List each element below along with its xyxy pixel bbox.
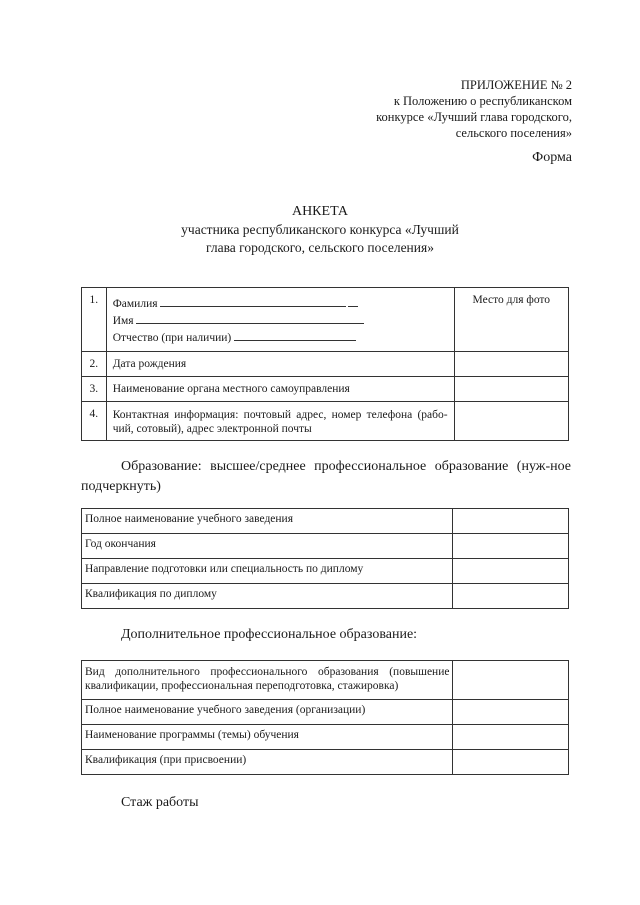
annex-header [376, 77, 572, 141]
title-sub-1: участника республиканского конкурса «Лучший [181, 222, 459, 237]
participant-info-table [81, 287, 569, 441]
education-heading: Образование: высшее/среднее профессиональное образование (нуж-ное подчеркнуть) [81, 459, 571, 494]
row-label: Год окончания [82, 534, 453, 559]
table-row [82, 661, 569, 700]
table-row [82, 559, 569, 584]
table-row [82, 750, 569, 775]
name-label: Имя [112, 315, 134, 327]
row-label: Квалификация по диплому [82, 584, 453, 609]
annex-line-4: сельского поселения» [455, 126, 572, 140]
form-label: Форма [532, 150, 572, 165]
annex-line-1: ПРИЛОЖЕНИЕ № 2 [460, 78, 572, 92]
row-label: Направление подготовки или специальность по диплому [82, 559, 453, 584]
table-row [82, 725, 569, 750]
table-row [82, 700, 569, 725]
organization-value[interactable] [453, 700, 569, 725]
row-label: Полное наименование учебного заведения (организации) [82, 700, 453, 725]
name-fields-cell [106, 288, 454, 352]
row-label: Вид дополнительного профессионального образования (повышение квалификации, профессиональная переподготовка, стажировка) [82, 661, 453, 700]
title-sub-2: глава городского, сельского поселения» [206, 240, 434, 255]
photo-placeholder[interactable]: Место для фото [454, 288, 568, 352]
title-main: АНКЕТА [291, 204, 349, 219]
row-label: Квалификация (при присвоении) [82, 750, 453, 775]
row-label: Полное наименование учебного заведения [82, 509, 453, 534]
table-row [82, 288, 569, 352]
row-label: Дата рождения [106, 352, 454, 377]
education-table [81, 508, 569, 609]
row-label: Наименование органа местного самоуправления [106, 377, 454, 402]
annex-line-2: к Положению о республиканском [393, 94, 572, 108]
patronymic-underline [234, 328, 356, 341]
row-number: 3. [82, 377, 107, 402]
annex-line-3: конкурсе «Лучший глава городского, [376, 110, 572, 124]
row-number: 1. [82, 288, 107, 352]
row-number: 2. [82, 352, 107, 377]
additional-qualification-value[interactable] [453, 750, 569, 775]
name-underline [136, 311, 364, 324]
additional-education-heading: Дополнительное профессиональное образование: [121, 627, 418, 642]
table-row [82, 509, 569, 534]
surname-underline-tail [348, 294, 358, 307]
row-label: Наименование программы (темы) обучения [82, 725, 453, 750]
training-type-value[interactable] [453, 661, 569, 700]
specialty-value[interactable] [453, 559, 569, 584]
work-experience-heading: Стаж работы [121, 795, 199, 810]
program-value[interactable] [453, 725, 569, 750]
patronymic-label: Отчество (при наличии) [112, 332, 232, 344]
institution-value[interactable] [453, 509, 569, 534]
table-row [82, 377, 569, 402]
birth-date-value[interactable] [454, 352, 568, 377]
table-row [82, 534, 569, 559]
surname-underline [160, 294, 346, 307]
row-number: 4. [82, 402, 107, 441]
surname-label: Фамилия [112, 298, 158, 310]
qualification-value[interactable] [453, 584, 569, 609]
graduation-year-value[interactable] [453, 534, 569, 559]
table-row [82, 352, 569, 377]
patronymic-field[interactable] [113, 328, 448, 345]
table-row [82, 584, 569, 609]
row-label: Контактная информация: почтовый адрес, номер телефона (рабо-чий, сотовый), адрес электронной почты [106, 402, 454, 441]
contact-info-value[interactable] [454, 402, 568, 441]
document-title [0, 203, 640, 257]
additional-education-table [81, 660, 569, 775]
name-field[interactable] [113, 311, 448, 328]
surname-field[interactable] [113, 294, 448, 311]
table-row [82, 402, 569, 441]
municipality-value[interactable] [454, 377, 568, 402]
